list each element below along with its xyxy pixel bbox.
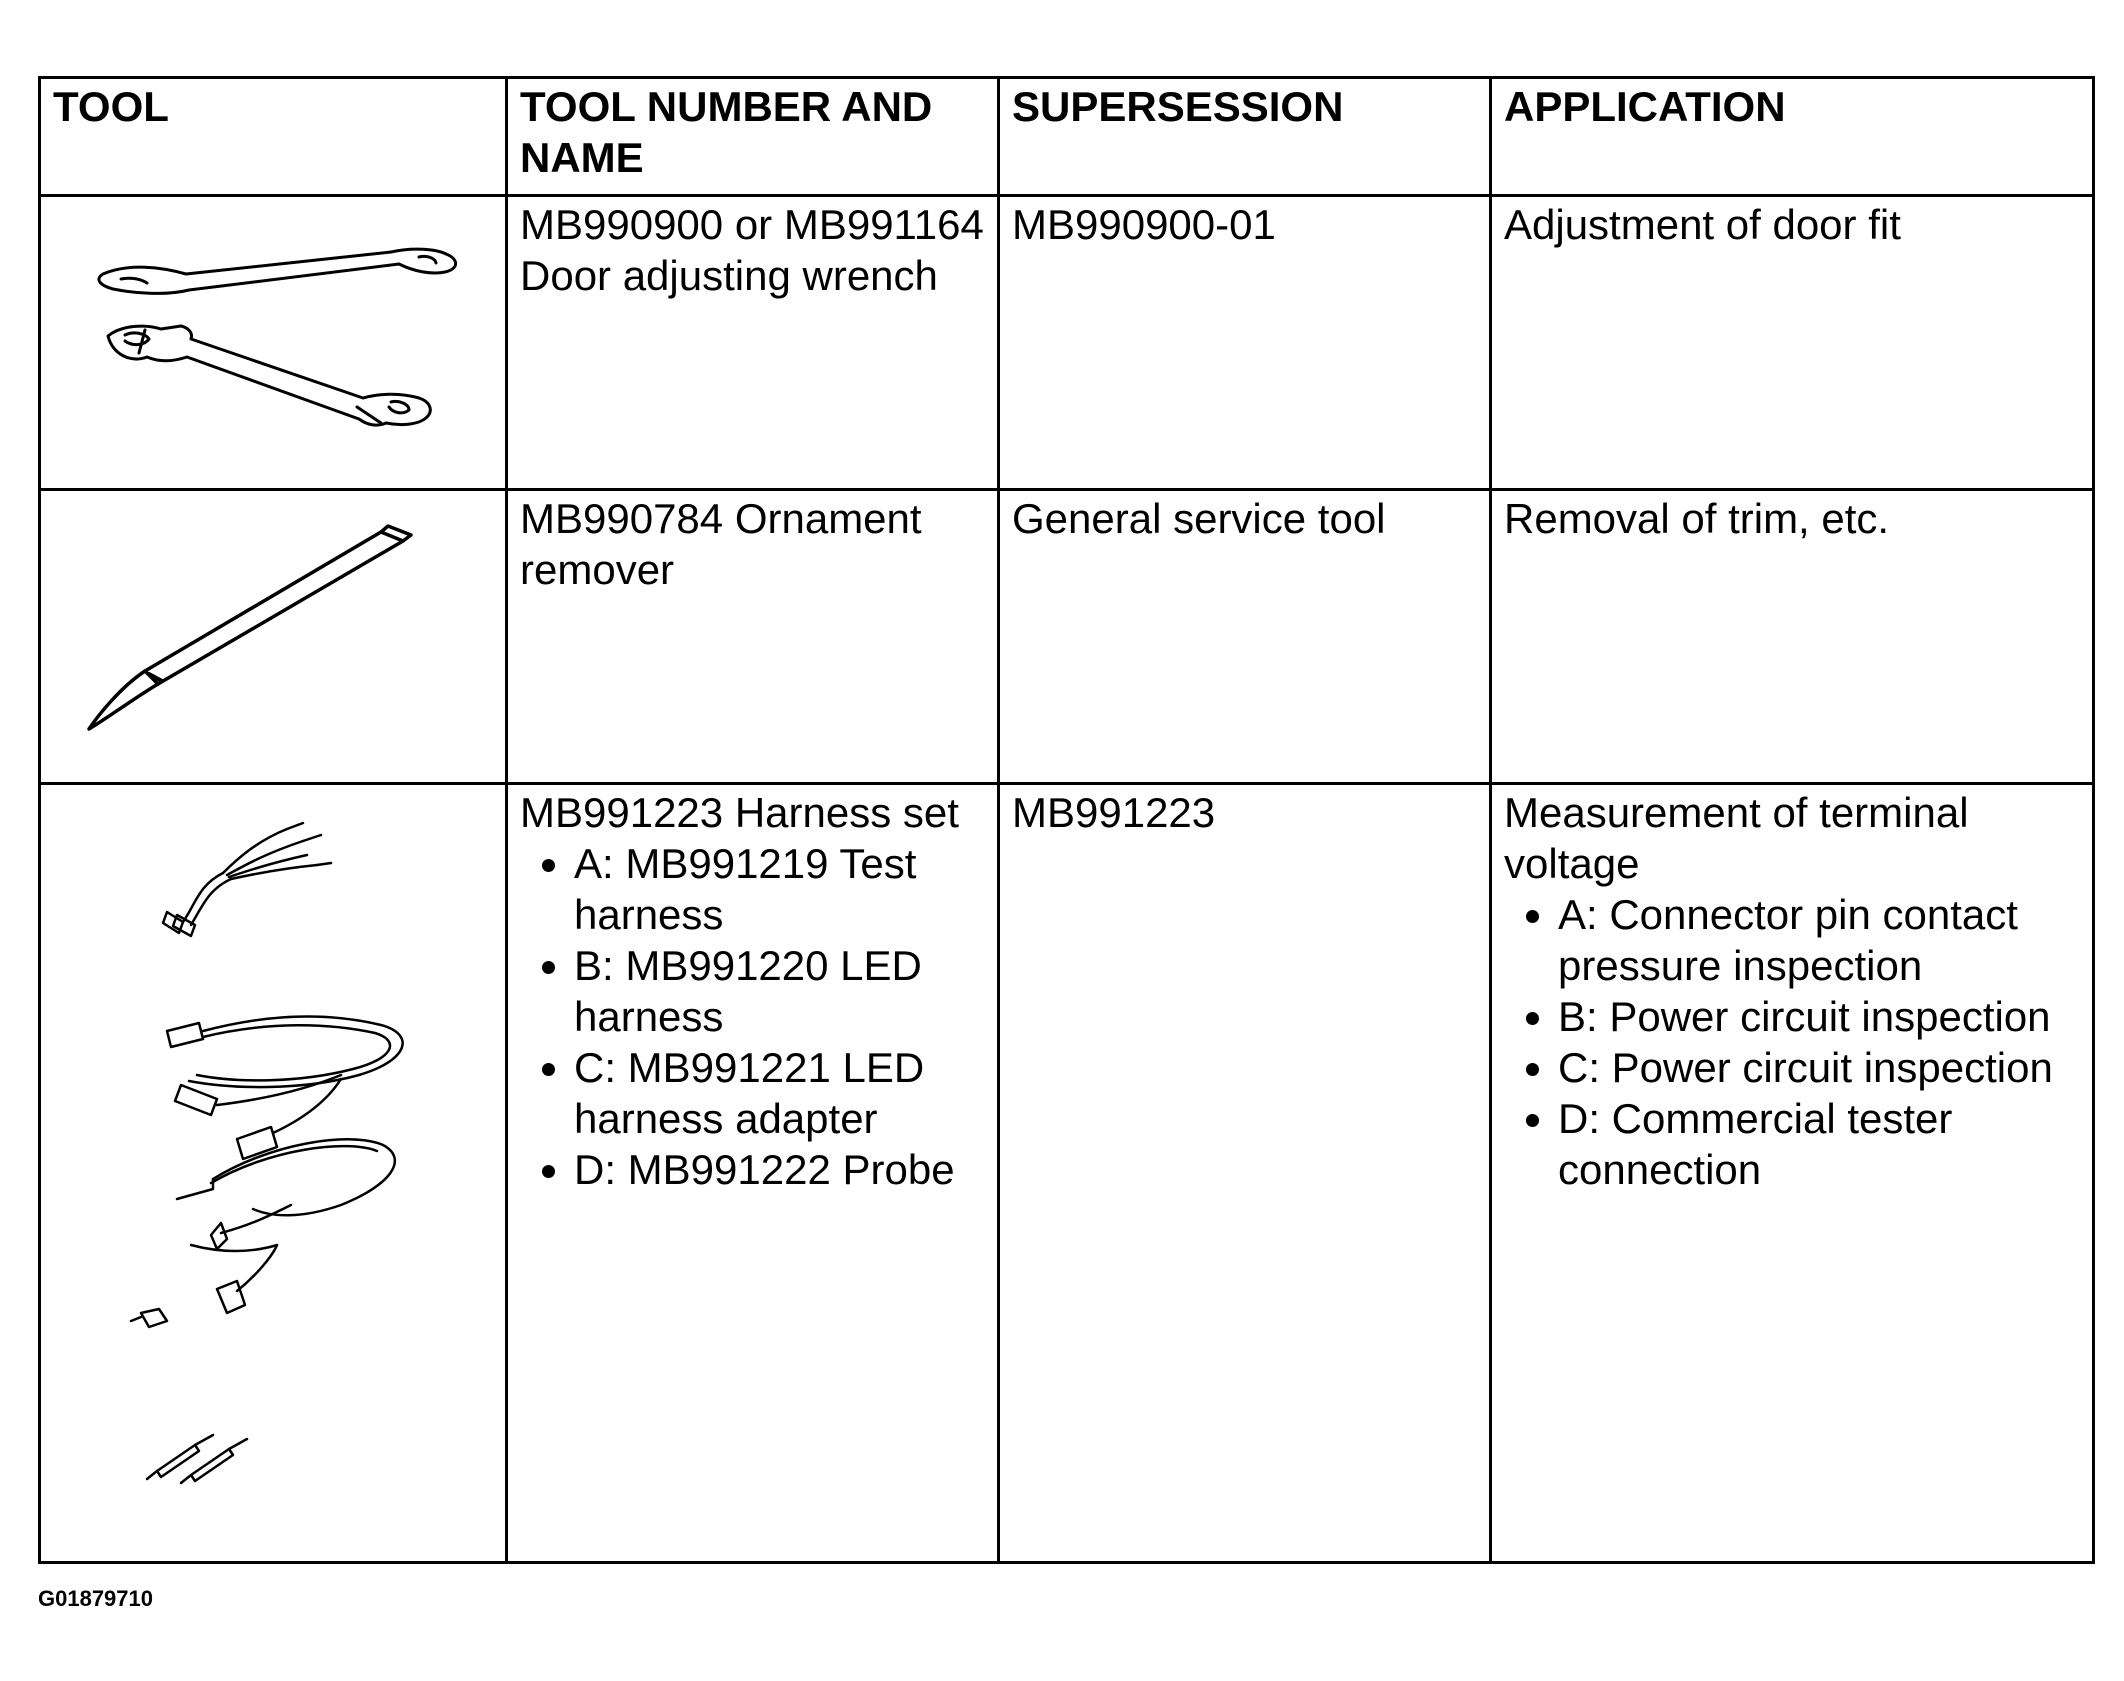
- application: Adjustment of door fit: [1491, 196, 2094, 490]
- header-tool: TOOL: [40, 78, 507, 196]
- harness-set-title: MB991223 Harness set: [520, 789, 959, 836]
- door-adjusting-wrench-icon: [41, 197, 508, 486]
- table-row: [40, 784, 2094, 1563]
- list-item: • B: MB991220 LED harness: [574, 940, 985, 1042]
- special-tools-table: [38, 76, 2095, 1564]
- tool-image-cell: [40, 196, 507, 490]
- supersession: MB990900-01: [999, 196, 1491, 490]
- ornament-remover-icon: [41, 491, 508, 780]
- application: Removal of trim, etc.: [1491, 490, 2094, 784]
- harness-set-icon: [41, 785, 508, 1568]
- list-item: • A: MB991219 Test harness: [574, 838, 985, 940]
- table-row: [40, 490, 2094, 784]
- header-supersession: SUPERSESSION: [999, 78, 1491, 196]
- harness-components-list: [520, 838, 985, 1195]
- tool-number-name: MB990900 or MB991164 Door adjusting wrench: [507, 196, 999, 490]
- header-application: APPLICATION: [1491, 78, 2094, 196]
- list-item: • B: Power circuit inspection: [1558, 991, 2080, 1042]
- application-title: Measurement of terminal voltage: [1504, 789, 1969, 887]
- figure-id: G01879710: [38, 1586, 153, 1611]
- header-row: [40, 78, 2094, 196]
- tool-number-name: MB990784 Ornament remover: [507, 490, 999, 784]
- supersession: General service tool: [999, 490, 1491, 784]
- supersession: MB991223: [999, 784, 1491, 1563]
- list-item: • C: MB991221 LED harness adapter: [574, 1042, 985, 1144]
- tool-image-cell: [40, 490, 507, 784]
- header-tool-number-and-name: TOOL NUMBER AND NAME: [507, 78, 999, 196]
- application: [1491, 784, 2094, 1563]
- table-row: [40, 196, 2094, 490]
- tool-number-name: [507, 784, 999, 1563]
- list-item: • A: Connector pin contact pressure inspection: [1558, 889, 2080, 991]
- tool-image-cell: [40, 784, 507, 1563]
- list-item: • D: MB991222 Probe: [574, 1144, 985, 1195]
- application-list: [1504, 889, 2080, 1195]
- list-item: • C: Power circuit inspection: [1558, 1042, 2080, 1093]
- list-item: • D: Commercial tester connection: [1558, 1093, 2080, 1195]
